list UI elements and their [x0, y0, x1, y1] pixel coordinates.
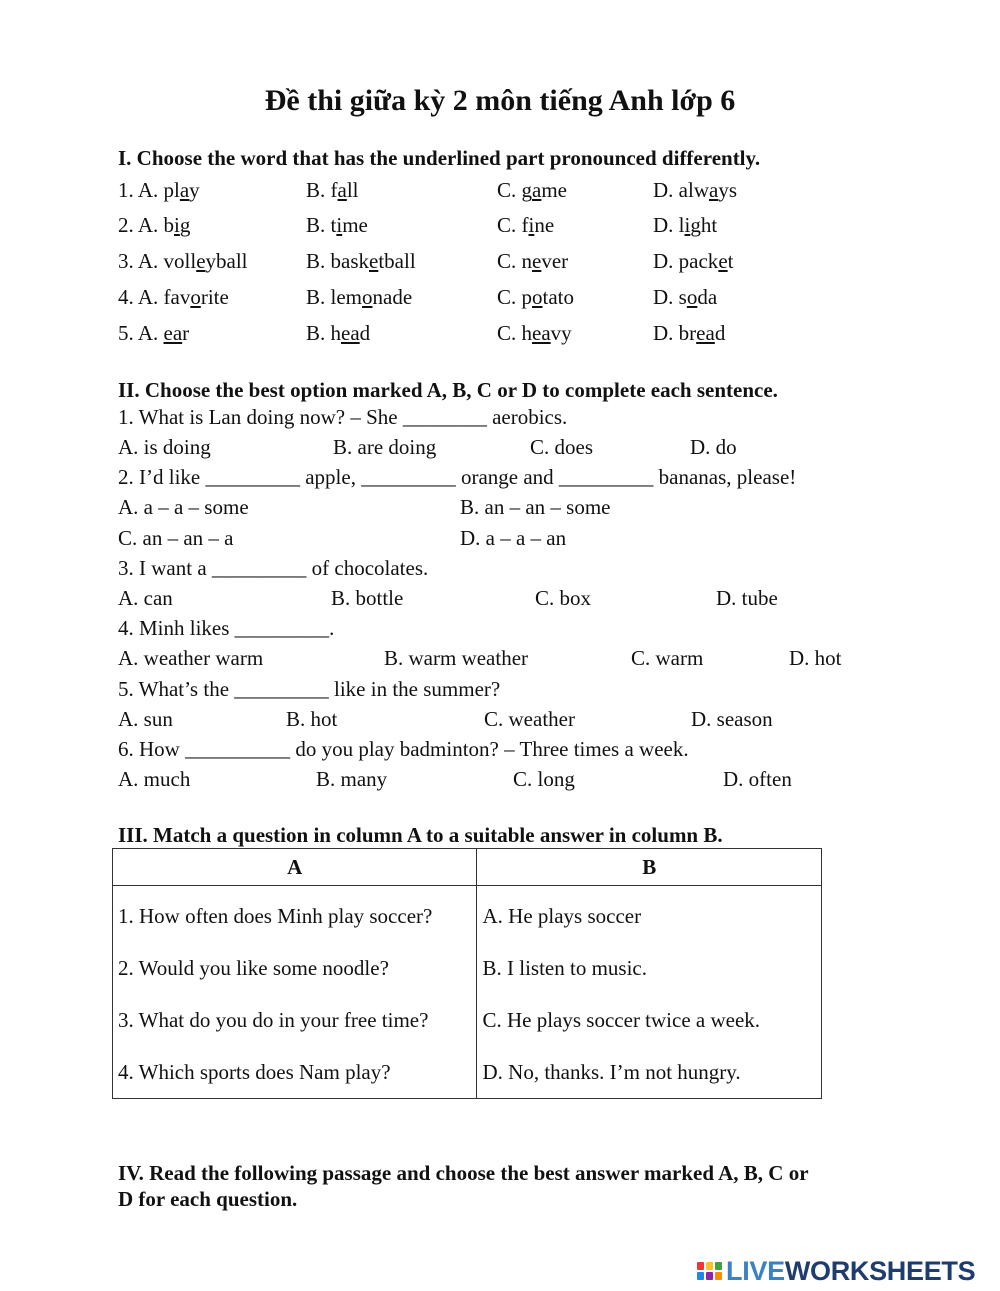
pronunciation-q2-option-c: C. fine: [497, 213, 555, 237]
q3-option-b: B. bottle: [331, 586, 404, 610]
underlined-part: o: [190, 285, 201, 309]
answer-cell: C. He plays soccer twice a week.: [477, 994, 822, 1046]
q4-option-c: C. warm: [631, 646, 704, 670]
q1-option-c: C. does: [530, 435, 593, 459]
q6-option-d: D. often: [723, 767, 792, 791]
logo-square: [697, 1272, 704, 1280]
pronunciation-q1-option-a: 1. A. play: [118, 178, 200, 202]
q6-option-c: C. long: [513, 767, 575, 791]
pronunciation-q4-option-c: C. potato: [497, 285, 575, 309]
liveworksheets-logo: [697, 1253, 975, 1289]
underlined-part: ea: [163, 321, 183, 345]
pronunciation-q5-option-b: B. head: [306, 321, 371, 345]
pronunciation-q1-option-c: C. game: [497, 178, 567, 202]
underlined-part: o: [362, 285, 373, 309]
matching-table: [112, 848, 822, 1099]
underlined-part: i: [528, 213, 535, 237]
question-cell: 4. Which sports does Nam play?: [113, 1046, 477, 1099]
underlined-part: a: [337, 178, 347, 202]
underlined-part: e: [196, 249, 206, 273]
answer-cell: D. No, thanks. I’m not hungry.: [477, 1046, 822, 1099]
q2-option-b: B. an – an – some: [460, 495, 611, 519]
section-2-heading: II. Choose the best option marked A, B, C or D to complete each sentence.: [118, 378, 778, 402]
q4-option-d: D. hot: [789, 646, 842, 670]
logo-square: [715, 1262, 722, 1270]
underlined-part: i: [684, 213, 691, 237]
logo-text-live: LIVE: [726, 1255, 785, 1286]
question-2: 2. I’d like _________ apple, _________ orange and _________ bananas, please!: [118, 465, 797, 489]
logo-square: [706, 1262, 713, 1270]
q5-option-c: C. weather: [484, 707, 575, 731]
column-a-header: A: [113, 849, 477, 886]
logo-icon: [697, 1262, 722, 1280]
question-4: 4. Minh likes _________.: [118, 616, 335, 640]
pronunciation-q5-option-c: C. heavy: [497, 321, 572, 345]
underlined-part: ea: [341, 321, 360, 345]
question-cell: 1. How often does Minh play soccer?: [113, 886, 477, 943]
q1-option-b: B. are doing: [333, 435, 437, 459]
pronunciation-q3-option-d: D. packet: [653, 249, 734, 273]
table-row: [113, 942, 822, 994]
q2-option-d: D. a – a – an: [460, 526, 567, 550]
pronunciation-q2-option-a: 2. A. big: [118, 213, 191, 237]
pronunciation-q1-option-d: D. always: [653, 178, 738, 202]
table-row: [113, 994, 822, 1046]
q2-option-c: C. an – an – a: [118, 526, 234, 550]
page-title: Đề thi giữa kỳ 2 môn tiếng Anh lớp 6: [264, 84, 736, 117]
question-cell: 3. What do you do in your free time?: [113, 994, 477, 1046]
logo-wordmark: [726, 1256, 975, 1287]
logo-square: [715, 1272, 722, 1280]
logo-square: [697, 1262, 704, 1270]
table-row: [113, 886, 822, 943]
question-6: 6. How __________ do you play badminton? – Three times a week.: [118, 737, 689, 761]
answer-cell: A. He plays soccer: [477, 886, 822, 943]
pronunciation-q4-option-a: 4. A. favorite: [118, 285, 229, 309]
pronunciation-q4-option-b: B. lemonade: [306, 285, 413, 309]
pronunciation-q3-option-c: C. never: [497, 249, 569, 273]
underlined-part: i: [174, 213, 180, 237]
q5-option-b: B. hot: [286, 707, 338, 731]
pronunciation-q2-option-b: B. time: [306, 213, 368, 237]
pronunciation-q5-option-a: 5. A. ear: [118, 321, 190, 345]
section-4-heading-line1: IV. Read the following passage and choose the best answer marked A, B, C or: [118, 1161, 809, 1185]
underlined-part: ea: [532, 321, 551, 345]
q4-option-a: A. weather warm: [118, 646, 264, 670]
q2-option-a: A. a – a – some: [118, 495, 249, 519]
q4-option-b: B. warm weather: [384, 646, 529, 670]
underlined-part: ea: [696, 321, 715, 345]
table-row: [113, 1046, 822, 1099]
q3-option-d: D. tube: [716, 586, 778, 610]
logo-text-worksheets: WORKSHEETS: [784, 1255, 976, 1286]
underlined-part: a: [532, 178, 542, 202]
underlined-part: i: [336, 213, 343, 237]
pronunciation-q5-option-d: D. bread: [653, 321, 726, 345]
underlined-part: a: [709, 178, 719, 202]
pronunciation-q3-option-a: 3. A. volleyball: [118, 249, 248, 273]
pronunciation-q2-option-d: D. light: [653, 213, 718, 237]
logo-square: [706, 1272, 713, 1280]
answer-cell: B. I listen to music.: [477, 942, 822, 994]
q1-option-a: A. is doing: [118, 435, 211, 459]
section-4-heading-line2: D for each question.: [118, 1187, 298, 1211]
question-3: 3. I want a _________ of chocolates.: [118, 556, 429, 580]
column-b-header: B: [477, 849, 822, 886]
pronunciation-q4-option-d: D. soda: [653, 285, 718, 309]
underlined-part: o: [686, 285, 698, 309]
q6-option-b: B. many: [316, 767, 388, 791]
question-cell: 2. Would you like some noodle?: [113, 942, 477, 994]
q3-option-c: C. box: [535, 586, 592, 610]
underlined-part: e: [718, 249, 728, 273]
pronunciation-q1-option-b: B. fall: [306, 178, 359, 202]
question-5: 5. What’s the _________ like in the summer?: [118, 677, 501, 701]
underlined-part: e: [369, 249, 379, 273]
underlined-part: a: [179, 178, 190, 202]
underlined-part: o: [532, 285, 543, 309]
q1-option-d: D. do: [690, 435, 737, 459]
underlined-part: e: [532, 249, 542, 273]
q6-option-a: A. much: [118, 767, 191, 791]
q3-option-a: A. can: [118, 586, 173, 610]
pronunciation-q3-option-b: B. basketball: [306, 249, 416, 273]
q5-option-a: A. sun: [118, 707, 173, 731]
q5-option-d: D. season: [691, 707, 773, 731]
question-1: 1. What is Lan doing now? – She ________ aerobics.: [118, 405, 568, 429]
section-1-heading: I. Choose the word that has the underlined part pronounced differently.: [118, 146, 761, 170]
section-3-heading: III. Match a question in column A to a suitable answer in column B.: [118, 823, 723, 847]
